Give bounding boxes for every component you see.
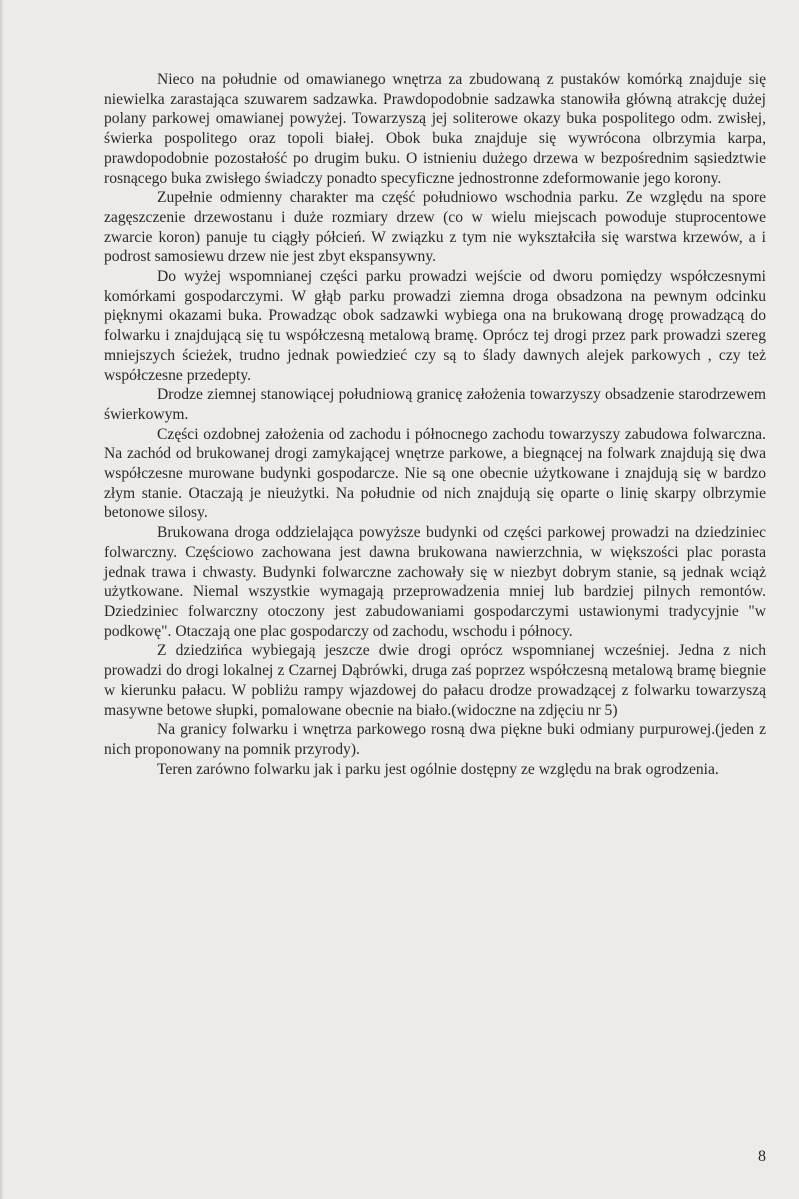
- page-edge: [0, 0, 4, 1199]
- paragraph: Części ozdobnej założenia od zachodu i północnego zachodu towarzyszy zabudowa folwarczna. Na zachód od brukowanej drogi zamykającej wnętrze parkowe, a biegnącej na folwark znajdują się dwa współczesne murowane budynki gospodarcze. Nie są one obecnie użytkowane i znajdują się w bardzo złym stanie. Otaczają je nieużytki. Na południe od nich znajdują się oparte o linię skarpy olbrzymie betonowe silosy.: [104, 425, 766, 522]
- paragraph: Zupełnie odmienny charakter ma część południowo wschodnia parku. Ze względu na spore zagęszczenie drzewostanu i duże rozmiary drzew (co w wielu miejscach powoduje stuprocentowe zwarcie koron) panuje tu ciągły półcień. W związku z tym nie wykształciła się warstwa krzewów, a i podrost samosiewu drzew nie jest zbyt ekspansywny.: [104, 189, 766, 266]
- text-body: [104, 70, 766, 779]
- paragraph: Drodze ziemnej stanowiącej południową granicę założenia towarzyszy obsadzenie starodrzewem świerkowym.: [104, 386, 766, 423]
- paragraph: Do wyżej wspomnianej części parku prowadzi wejście od dworu pomiędzy współczesnymi komórkami gospodarczymi. W głąb parku prowadzi ziemna droga obsadzona na pewnym odcinku pięknymi okazami buka. Prowadząc obok sadzawki wybiega ona na brukowaną drogę prowadzącą do folwarku i znajdującą się tu współczesną metalową bramę. Oprócz tej drogi przez park prowadzi szereg mniejszych ścieżek, trudno jednak powiedzieć czy są to ślady dawnych alejek parkowych , czy też współczesne przedepty.: [104, 268, 766, 384]
- paragraph: Z dziedzińca wybiegają jeszcze dwie drogi oprócz wspomnianej wcześniej. Jedna z nich prowadzi do drogi lokalnej z Czarnej Dąbrówki, druga zaś poprzez współczesną metalową bramę biegnie w kierunku pałacu. W pobliżu rampy wjazdowej do pałacu drodze prowadzącej z folwarku towarzyszą masywne betowe słupki, pomalowane obecnie na biało.(widoczne na zdjęciu nr 5): [104, 642, 766, 719]
- paragraph: Brukowana droga oddzielająca powyższe budynki od części parkowej prowadzi na dziedziniec folwarczny. Częściowo zachowana jest dawna brukowana nawierzchnia, w większości plac porasta jednak trawa i chwasty. Budynki folwarczne zachowały się w niezbyt dobrym stanie, są jednak wciąż użytkowane. Niemal wszystkie wymagają przeprowadzenia mniej lub bardziej pilnych remontów. Dziedziniec folwarczny otoczony jest zabudowaniami gospodarczymi ustawionymi tradycyjnie "w podkowę". Otaczają one plac gospodarczy od zachodu, wschodu i północy.: [104, 524, 766, 640]
- paragraph: Na granicy folwarku i wnętrza parkowego rosną dwa piękne buki odmiany purpurowej.(jeden z nich proponowany na pomnik przyrody).: [104, 721, 766, 758]
- page-number: 8: [758, 1148, 766, 1165]
- paragraph: Nieco na południe od omawianego wnętrza za zbudowaną z pustaków komórką znajduje się niewielka zarastająca szuwarem sadzawka. Prawdopodobnie sadzawka stanowiła główną atrakcję dużej polany parkowej omawianej powyżej. Towarzyszą jej soliterowe okazy buka pospolitego odm. zwisłej, świerka pospolitego oraz topoli białej. Obok buka znajduje się wywrócona olbrzymia karpa, prawdopodobnie pozostałość po drugim buku. O istnieniu dużego drzewa w bezpośrednim sąsiedztwie rosnącego buka zwisłego świadczy ponadto specyficzne jednostronne zdeformowanie jego korony.: [104, 71, 766, 187]
- paragraph: Teren zarówno folwarku jak i parku jest ogólnie dostępny ze względu na brak ogrodzenia.: [157, 760, 719, 778]
